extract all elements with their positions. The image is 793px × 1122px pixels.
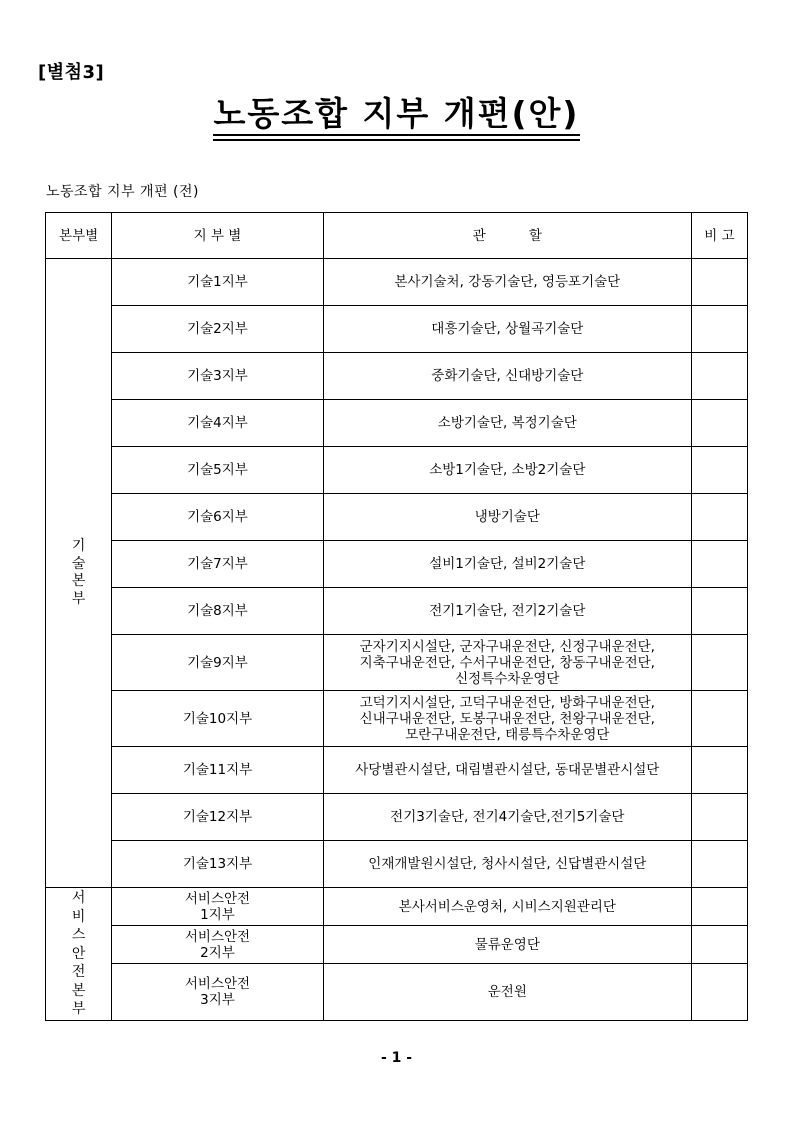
table-row xyxy=(46,353,748,400)
branch-cell: 기술13지부 xyxy=(112,841,324,888)
branch-cell: 기술7지부 xyxy=(112,541,324,588)
branch-cell: 기술3지부 xyxy=(112,353,324,400)
note-cell xyxy=(691,400,747,447)
jurisdiction-cell: 소방기술단, 복정기술단 xyxy=(323,400,691,447)
jurisdiction-cell: 운전원 xyxy=(323,964,691,1021)
table-body xyxy=(46,259,748,1021)
branch-cell: 기술8지부 xyxy=(112,588,324,635)
table-row xyxy=(46,541,748,588)
table-header-row xyxy=(46,213,748,259)
jurisdiction-cell: 전기3기술단, 전기4기술단,전기5기술단 xyxy=(323,794,691,841)
jurisdiction-cell: 군자기지시설단, 군자구내운전단, 신정구내운전단, 지축구내운전단, 수서구내운전단, 창동구내운전단, 신정특수차운영단 xyxy=(323,635,691,691)
jurisdiction-cell: 설비1기술단, 설비2기술단 xyxy=(323,541,691,588)
table-row xyxy=(46,841,748,888)
table-row xyxy=(46,926,748,964)
jurisdiction-cell: 본사기술처, 강동기술단, 영등포기술단 xyxy=(323,259,691,306)
jurisdiction-cell: 인재개발원시설단, 청사시설단, 신답별관시설단 xyxy=(323,841,691,888)
table-row xyxy=(46,964,748,1021)
page-title-text: 노동조합 지부 개편(안) xyxy=(213,94,579,136)
attachment-label: [별첨3] xyxy=(38,62,105,83)
jurisdiction-cell: 전기1기술단, 전기2기술단 xyxy=(323,588,691,635)
branch-cell: 서비스안전 3지부 xyxy=(112,964,324,1021)
table-row xyxy=(46,888,748,926)
branch-cell: 기술2지부 xyxy=(112,306,324,353)
header-jurisdiction: 관 할 xyxy=(323,213,691,259)
jurisdiction-cell: 물류운영단 xyxy=(323,926,691,964)
note-cell xyxy=(691,541,747,588)
branch-cell: 기술4지부 xyxy=(112,400,324,447)
jurisdiction-cell: 대흥기술단, 상월곡기술단 xyxy=(323,306,691,353)
branch-cell: 기술10지부 xyxy=(112,691,324,747)
table-row xyxy=(46,747,748,794)
note-cell xyxy=(691,259,747,306)
note-cell xyxy=(691,747,747,794)
table-row xyxy=(46,400,748,447)
note-cell xyxy=(691,794,747,841)
table-row xyxy=(46,794,748,841)
branch-cell: 기술12지부 xyxy=(112,794,324,841)
table-row xyxy=(46,635,748,691)
note-cell xyxy=(691,841,747,888)
table-caption: 노동조합 지부 개편 (전) xyxy=(46,184,199,200)
note-cell xyxy=(691,494,747,541)
branch-cell: 기술11지부 xyxy=(112,747,324,794)
table-row xyxy=(46,494,748,541)
table-row xyxy=(46,691,748,747)
branch-cell: 서비스안전 2지부 xyxy=(112,926,324,964)
table-row xyxy=(46,306,748,353)
jurisdiction-cell: 중화기술단, 신대방기술단 xyxy=(323,353,691,400)
note-cell xyxy=(691,926,747,964)
header-note: 비 고 xyxy=(691,213,747,259)
branch-cell: 기술9지부 xyxy=(112,635,324,691)
note-cell xyxy=(691,964,747,1021)
note-cell xyxy=(691,353,747,400)
note-cell xyxy=(691,306,747,353)
table-row xyxy=(46,259,748,306)
note-cell xyxy=(691,691,747,747)
note-cell xyxy=(691,588,747,635)
jurisdiction-cell: 본사서비스운영처, 시비스지원관리단 xyxy=(323,888,691,926)
headquarters-cell: 기 술 본 부 xyxy=(46,259,112,888)
jurisdiction-cell: 냉방기술단 xyxy=(323,494,691,541)
note-cell xyxy=(691,888,747,926)
header-branch: 지 부 별 xyxy=(112,213,324,259)
header-headquarters: 본부별 xyxy=(46,213,112,259)
branch-table xyxy=(45,212,748,1021)
headquarters-cell: 서 비 스 안 전 본 부 xyxy=(46,888,112,1021)
branch-cell: 기술5지부 xyxy=(112,447,324,494)
branch-cell: 기술1지부 xyxy=(112,259,324,306)
page-title xyxy=(0,88,793,135)
note-cell xyxy=(691,447,747,494)
branch-cell: 서비스안전 1지부 xyxy=(112,888,324,926)
note-cell xyxy=(691,635,747,691)
branch-cell: 기술6지부 xyxy=(112,494,324,541)
jurisdiction-cell: 소방1기술단, 소방2기술단 xyxy=(323,447,691,494)
jurisdiction-cell: 사당별관시설단, 대림별관시설단, 동대문별관시설단 xyxy=(323,747,691,794)
page-number: - 1 - xyxy=(380,1050,413,1066)
table-row xyxy=(46,588,748,635)
table-row xyxy=(46,447,748,494)
jurisdiction-cell: 고덕기지시설단, 고덕구내운전단, 방화구내운전단, 신내구내운전단, 도봉구내운전단, 천왕구내운전단, 모란구내운전단, 태릉특수차운영단 xyxy=(323,691,691,747)
